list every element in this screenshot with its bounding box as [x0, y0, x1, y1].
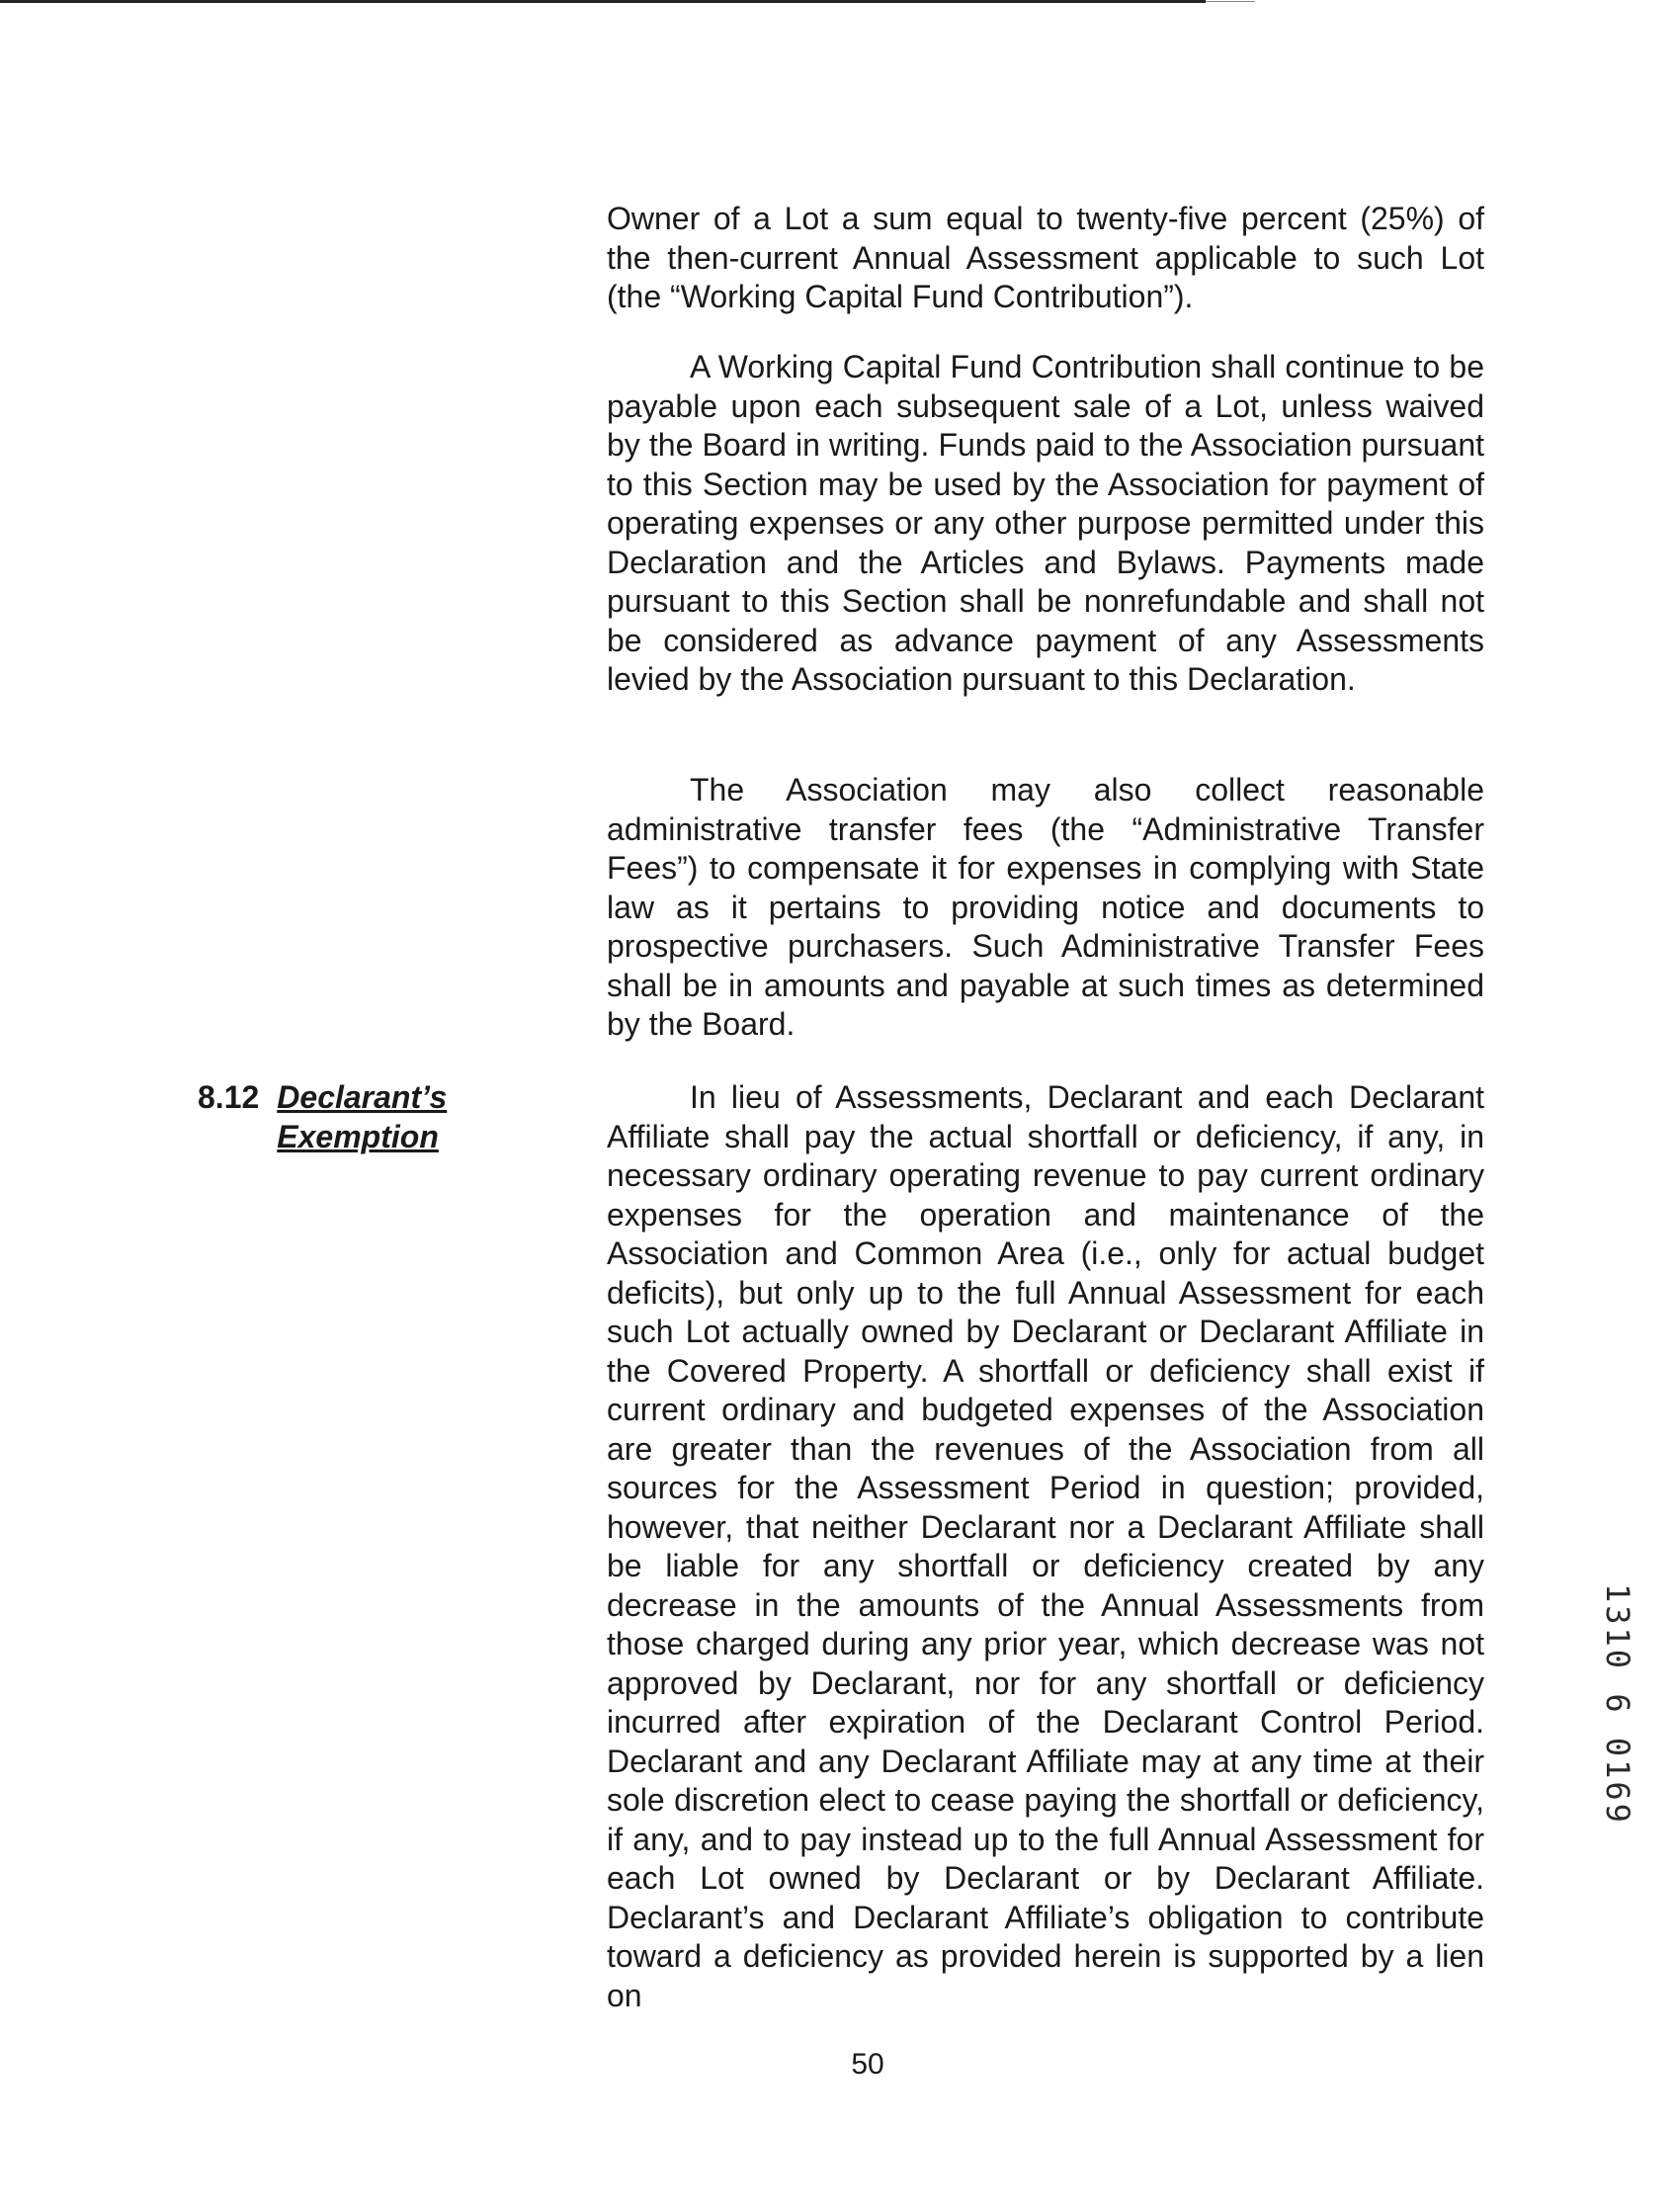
section-title: Declarant’s Exemption	[277, 1079, 448, 1154]
paragraph-text: In lieu of Assessments, Declarant and each Declarant Affiliate shall pay the actual shortfall or deficiency, if any, in necessary ordinary operating revenue to pay current ordinary expenses for the operation and maintenance of the Association and Common Area (i.e., only for actual budget deficits), but only up to the full Annual Assessment for each such Lot actually owned by Declarant or Declarant Affiliate in the Covered Property. A shortfall or deficiency shall exist if current ordinary and budgeted expenses of the Association are greater than the revenues of the Association from all sources for the Assessment Period in question; provided, however, that neither Declarant nor a Declarant Affiliate shall be liable for any shortfall or deficiency created by any decrease in the amounts of the Annual Assessments from those charged during any prior year, which decrease was not approved by Declarant, nor for any shortfall or deficiency incurred after expiration of the Declarant Control Period. Declarant and any Declarant Affiliate may at any time at their sole discretion elect to cease paying the shortfall or deficiency, if any, and to pay instead up to the full Annual Assessment for each Lot owned by Declarant or by Declarant Affiliate. Declarant’s and Declarant Affiliate’s obligation to contribute toward a deficiency as provided herein is supported by a lien on	[607, 1079, 1484, 2013]
top-rule-faint	[1206, 1, 1255, 2]
top-rule	[0, 0, 1206, 3]
paragraph-working-capital	[607, 348, 1484, 700]
paragraph-text: A Working Capital Fund Contribution shall continue to be payable upon each subsequent sale of a Lot, unless waived by the Board in writing. Funds paid to the Association pursuant to this Section may be used by the Association for payment of operating expenses or any other purpose permitted under this Declaration and the Articles and Bylaws. Payments made pursuant to this Section shall be nonrefundable and shall not be considered as advance payment of any Assessments levied by the Association pursuant to this Declaration.	[607, 349, 1484, 697]
paragraph-continuation	[607, 200, 1484, 317]
paragraph-text: The Association may also collect reasonable administrative transfer fees (the “Administrative Transfer Fees”) to compensate it for expenses in complying with State law as it pertains to providing notice and documents to prospective purchasers. Such Administrative Transfer Fees shall be in amounts and payable at such times as determined by the Board.	[607, 772, 1484, 1042]
margin-stamp: 1310 6 0169	[1599, 1583, 1636, 1826]
paragraph-transfer-fees	[607, 771, 1484, 1045]
paragraph-text: Owner of a Lot a sum equal to twenty-five percent (25%) of the then-current Annual Assessment applicable to such Lot (the “Working Capital Fund Contribution”).	[607, 201, 1484, 314]
page-number: 50	[851, 2048, 884, 2081]
section-heading	[198, 1078, 448, 1156]
paragraph-declarant-exemption	[607, 1078, 1484, 2015]
section-number: 8.12	[198, 1079, 260, 1115]
